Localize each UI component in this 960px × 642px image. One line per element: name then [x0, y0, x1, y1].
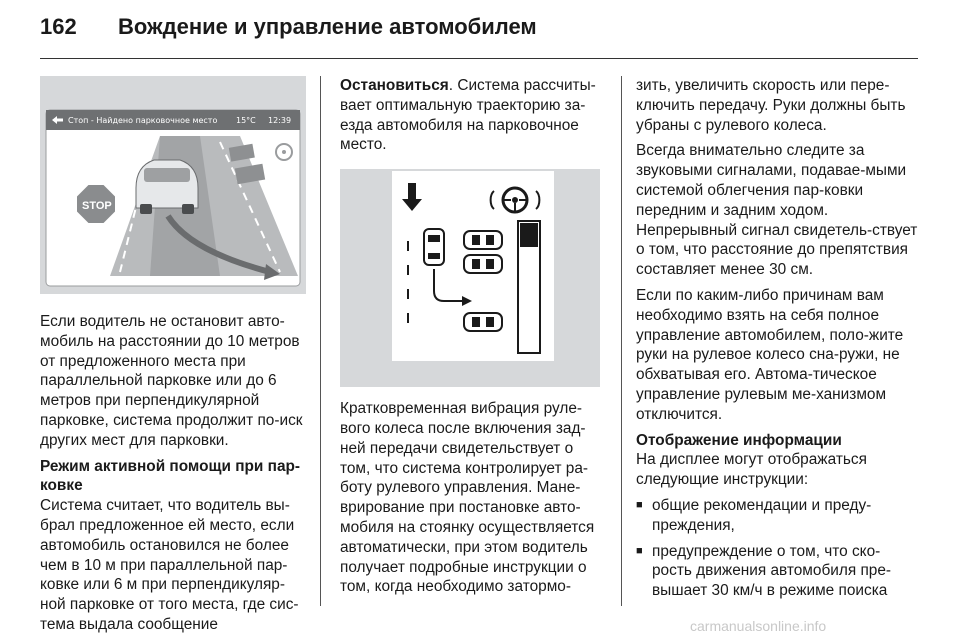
- distance-indicator: [518, 221, 540, 353]
- column-3: [636, 76, 920, 607]
- screen-time: 12:39: [268, 116, 292, 125]
- stop-sign-icon: [76, 184, 116, 224]
- parking-guidance-illustration: [340, 169, 600, 387]
- paragraph-2: Система считает, что водитель вы-брал предложенное ей место, если автомобиль остановился не более чем в 10 м при параллельной пар-ковке или 6 м при перпендикуляр-ной парковке от того места, где сис-тема выдала сообщение: [40, 497, 299, 633]
- column-2: [340, 76, 606, 603]
- column-divider-2: [621, 76, 622, 606]
- paragraph-stop-text: . Система рассчиты-вает оптимальную траекторию за-езда автомобиля на парковочное место.: [340, 77, 596, 154]
- screen-caption: Стоп - Найдено парковочное место: [68, 116, 218, 125]
- section-heading-display-info: Отображение информации: [636, 431, 842, 449]
- parking-guidance-graphic: [340, 169, 600, 387]
- column-divider-1: [320, 76, 321, 606]
- paragraph-stop: [340, 76, 606, 155]
- instruction-list: [636, 496, 920, 601]
- paragraph-manual-takeover: Если по каким-либо причинам вам необходимо взять на себя полное управление автомобилем, поло-жите руки на рулевое колесо сна-ружи, не обхватывая его. Автома-тическое управление рулевым ме-ханизмом отключится.: [636, 286, 904, 423]
- page-header: [40, 14, 920, 58]
- paragraph-continued: зить, увеличить скорость или пере-ключить передачу. Руки должны быть убраны с рулевого колеса.: [636, 77, 906, 134]
- paragraph-1: Если водитель не остановит авто-мобиль на расстоянии до 10 метров от предложенного места при параллельной парковке или до 6 метров при перпендикулярной парковке, система продолжит по-иск других мест для парковки.: [40, 313, 303, 449]
- list-item: ■ предупреждение о том, что ско-рость движения автомобиля пре-вышает 30 км/ч в режиме поиска: [636, 542, 920, 601]
- watermark: carmanualsonline.info: [690, 618, 827, 634]
- parking-display-graphic: [40, 76, 306, 294]
- header-divider: [40, 58, 918, 59]
- column-1: [40, 76, 306, 641]
- section-heading-active-assist: Режим активной помощи при пар-ковке: [40, 457, 301, 495]
- screen-temperature: 15°C: [236, 116, 256, 125]
- paragraph-display-intro: На дисплее могут отображаться следующие инструкции:: [636, 451, 867, 489]
- paragraph-vibration: Кратковременная вибрация руле-вого колеса после включения зад-ней передачи свидетельствует о том, что система контролирует ра-боту рулевого управления. Мане-врирование при постановке авто-мобиля на стоянку осуществляется автоматически, при этом водитель получает подробные инструкции о том, когда необходимо затормо-: [340, 400, 595, 596]
- paragraph-audio-signals: Всегда внимательно следите за звуковыми сигналами, подавае-мыми системой облегчения пар-ковки передним и задним ходом. Непрерывный сигнал свидетель-ствует о том, что расстояние до препятствия составляет менее 30 см.: [636, 142, 918, 279]
- term-stop: Остановиться: [340, 77, 449, 94]
- stop-sign-text: STOP: [82, 200, 112, 212]
- page-number: 162: [40, 14, 77, 39]
- own-car-icon: [424, 229, 444, 265]
- display-illustration: [40, 76, 306, 294]
- list-item: ■ общие рекомендации и преду-преждения,: [636, 496, 920, 536]
- page-title: Вождение и управление автомобилем: [118, 14, 537, 39]
- car-icon: [136, 160, 198, 214]
